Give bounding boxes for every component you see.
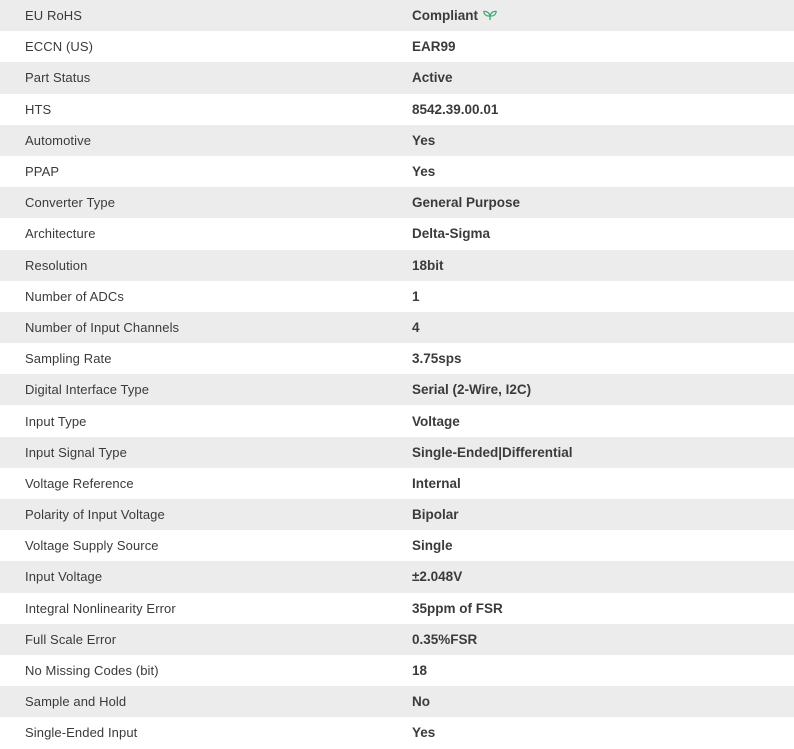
spec-value: Single [412, 530, 794, 561]
spec-row [0, 624, 794, 655]
spec-row [0, 405, 794, 436]
leaf-icon [483, 10, 497, 21]
spec-row [0, 686, 794, 717]
spec-label: Automotive [0, 125, 412, 156]
spec-label: EU RoHS [0, 0, 412, 31]
spec-value: Voltage [412, 405, 794, 436]
spec-value: 3.75sps [412, 343, 794, 374]
spec-value: General Purpose [412, 187, 794, 218]
spec-value: No [412, 686, 794, 717]
spec-label: ECCN (US) [0, 31, 412, 62]
spec-row [0, 312, 794, 343]
spec-value: Yes [412, 125, 794, 156]
spec-row [0, 218, 794, 249]
spec-value: ±2.048V [412, 561, 794, 592]
spec-label: Input Signal Type [0, 437, 412, 468]
spec-value: Single-Ended|Differential [412, 437, 794, 468]
spec-row [0, 187, 794, 218]
spec-row [0, 655, 794, 686]
spec-row [0, 374, 794, 405]
spec-row [0, 62, 794, 93]
spec-row [0, 156, 794, 187]
spec-row [0, 31, 794, 62]
spec-label: Resolution [0, 250, 412, 281]
spec-label: HTS [0, 94, 412, 125]
spec-row [0, 125, 794, 156]
spec-label: Digital Interface Type [0, 374, 412, 405]
spec-value: Serial (2-Wire, I2C) [412, 374, 794, 405]
spec-value: 8542.39.00.01 [412, 94, 794, 125]
spec-label: Full Scale Error [0, 624, 412, 655]
spec-row [0, 250, 794, 281]
spec-value: Delta-Sigma [412, 218, 794, 249]
spec-label: Architecture [0, 218, 412, 249]
spec-row [0, 94, 794, 125]
spec-label: Converter Type [0, 187, 412, 218]
spec-row [0, 343, 794, 374]
spec-label: Number of ADCs [0, 281, 412, 312]
spec-value: Yes [412, 717, 794, 748]
spec-value: EAR99 [412, 31, 794, 62]
spec-label: Polarity of Input Voltage [0, 499, 412, 530]
spec-row [0, 499, 794, 530]
spec-value: 0.35%FSR [412, 624, 794, 655]
spec-row [0, 437, 794, 468]
spec-label: Sampling Rate [0, 343, 412, 374]
spec-value: 35ppm of FSR [412, 593, 794, 624]
spec-label: Voltage Reference [0, 468, 412, 499]
spec-value: Yes [412, 156, 794, 187]
spec-value: Active [412, 62, 794, 93]
spec-value: 4 [412, 312, 794, 343]
spec-value: 18bit [412, 250, 794, 281]
spec-value: 18 [412, 655, 794, 686]
spec-label: Sample and Hold [0, 686, 412, 717]
spec-label: Voltage Supply Source [0, 530, 412, 561]
spec-label: Integral Nonlinearity Error [0, 593, 412, 624]
spec-row [0, 561, 794, 592]
spec-value: Compliant [412, 8, 478, 24]
spec-value: Internal [412, 468, 794, 499]
spec-row [0, 717, 794, 748]
spec-value: Bipolar [412, 499, 794, 530]
spec-row [0, 468, 794, 499]
spec-label: Input Voltage [0, 561, 412, 592]
spec-label: Single-Ended Input [0, 717, 412, 748]
spec-value: 1 [412, 281, 794, 312]
spec-row [0, 0, 794, 31]
spec-label: PPAP [0, 156, 412, 187]
spec-label: Number of Input Channels [0, 312, 412, 343]
spec-row [0, 530, 794, 561]
spec-row [0, 281, 794, 312]
spec-label: No Missing Codes (bit) [0, 655, 412, 686]
spec-value-cell [412, 0, 794, 31]
spec-row [0, 593, 794, 624]
spec-label: Input Type [0, 405, 412, 436]
spec-label: Part Status [0, 62, 412, 93]
